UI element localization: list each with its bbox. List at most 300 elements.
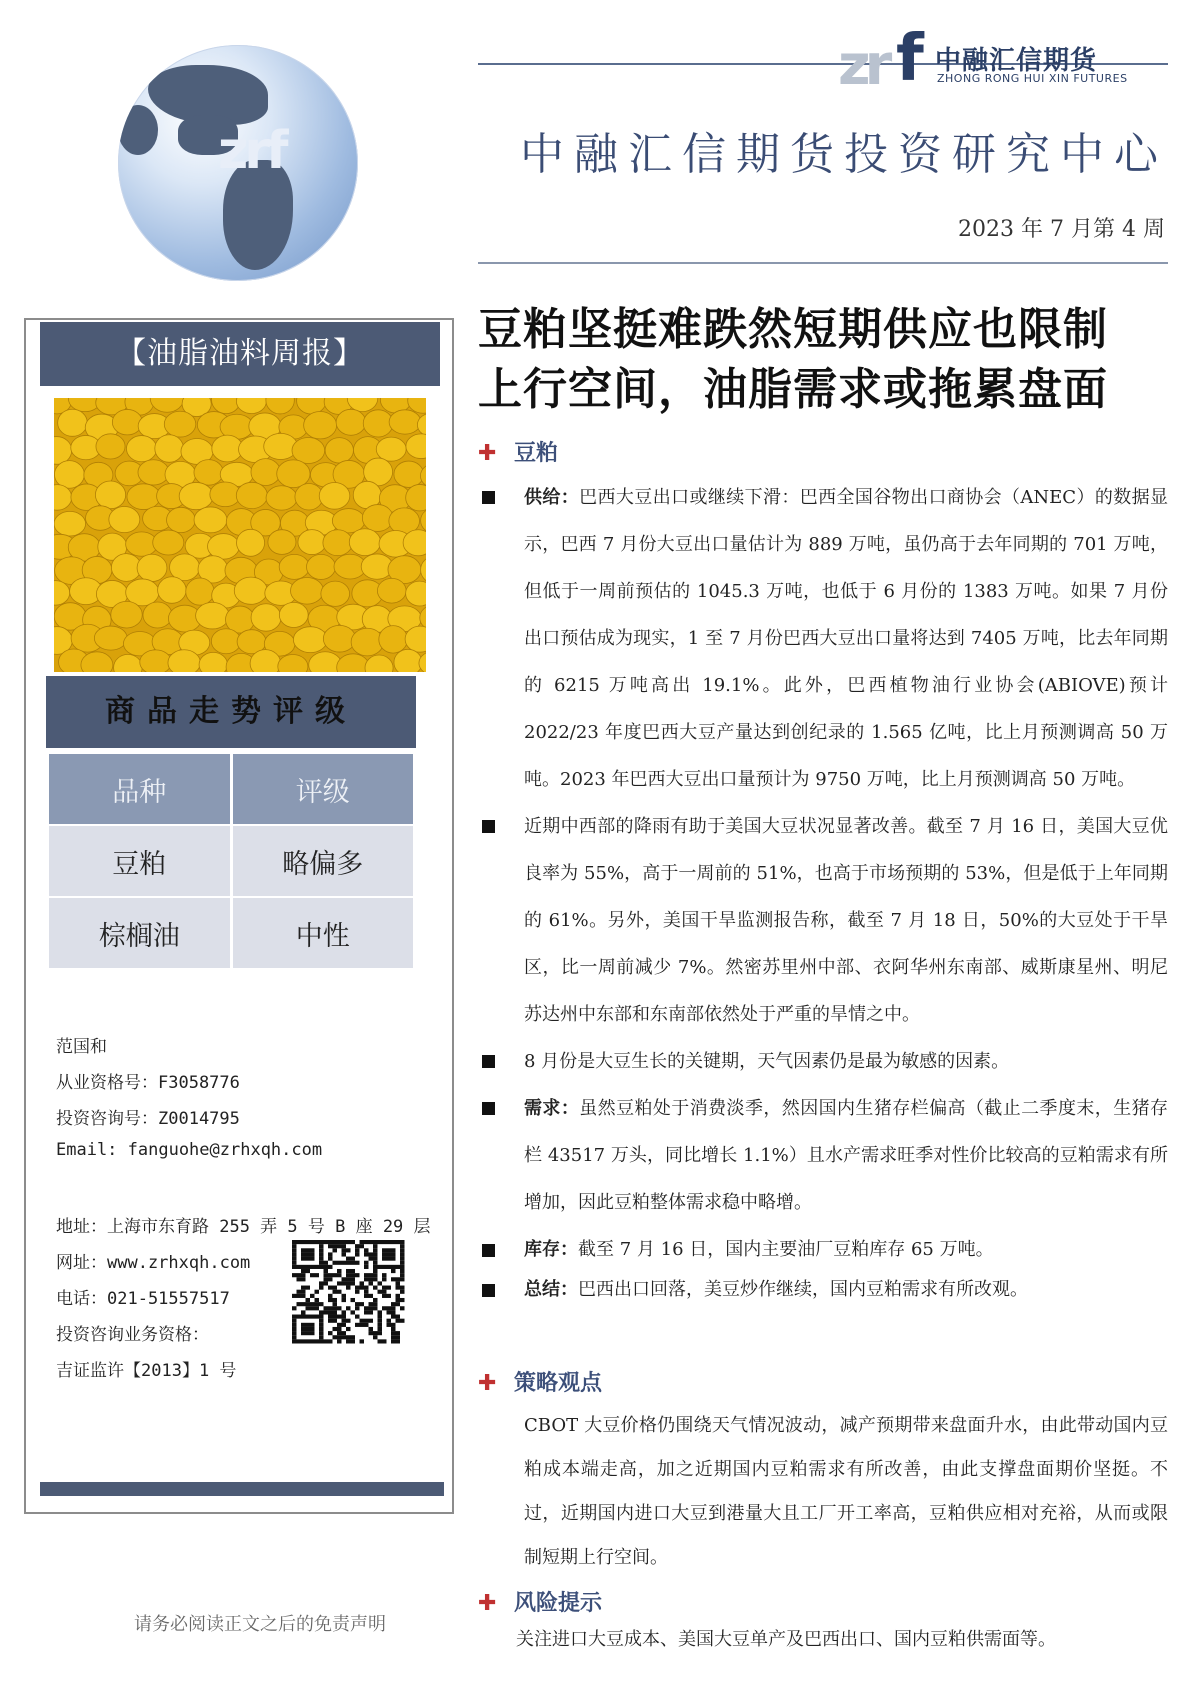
- qr-module: [342, 1294, 347, 1298]
- qr-module: [391, 1302, 396, 1306]
- qr-module: [396, 1240, 401, 1244]
- soybean: [167, 507, 196, 532]
- qr-module: [333, 1302, 338, 1306]
- qr-module: [360, 1286, 365, 1290]
- qr-module: [373, 1273, 378, 1277]
- qr-module: [333, 1298, 338, 1302]
- soybean: [155, 435, 184, 463]
- qr-module: [337, 1244, 342, 1248]
- qr-module: [306, 1331, 311, 1335]
- qr-module: [391, 1269, 396, 1273]
- globe-logo: [118, 45, 358, 281]
- qr-module: [378, 1310, 383, 1314]
- qr-module: [342, 1248, 347, 1252]
- soybean: [377, 578, 406, 603]
- qr-module: [301, 1327, 306, 1331]
- qr-module: [310, 1265, 315, 1269]
- qr-module: [396, 1302, 401, 1306]
- bullet-inventory: 库存：截至 7 月 16 日，国内主要油厂豆粕库存 65 万吨。: [478, 1230, 1168, 1270]
- qr-module: [301, 1265, 306, 1269]
- qr-module: [301, 1290, 306, 1294]
- qr-module: [351, 1335, 356, 1339]
- qr-module: [324, 1269, 329, 1273]
- brand-name-en: ZHONG RONG HUI XIN FUTURES: [937, 72, 1128, 85]
- qr-module: [373, 1286, 378, 1290]
- qr-module: [373, 1252, 378, 1256]
- soybean: [58, 409, 88, 436]
- qr-module: [297, 1315, 302, 1319]
- qr-module: [396, 1286, 401, 1290]
- brand-name-cn: 中融汇信期货: [935, 46, 1098, 76]
- qr-module: [400, 1290, 405, 1294]
- qr-module: [306, 1286, 311, 1290]
- commodity-cell: 豆粕: [49, 826, 230, 896]
- qr-module: [382, 1290, 387, 1294]
- soybean: [138, 460, 169, 485]
- soybean: [291, 577, 324, 604]
- qr-module: [369, 1281, 374, 1285]
- qr-module: [364, 1277, 369, 1281]
- qr-module: [306, 1265, 311, 1269]
- soybean: [319, 482, 350, 509]
- qr-module: [391, 1323, 396, 1327]
- soybean: [278, 654, 308, 672]
- qr-module: [364, 1323, 369, 1327]
- qr-module: [315, 1290, 320, 1294]
- qr-module: [355, 1323, 360, 1327]
- qr-module: [391, 1265, 396, 1269]
- qr-module: [364, 1273, 369, 1277]
- qr-module: [364, 1240, 369, 1244]
- qr-module: [346, 1339, 351, 1343]
- qr-module: [387, 1323, 392, 1327]
- qr-module: [378, 1331, 383, 1335]
- qr-module: [355, 1261, 360, 1265]
- strategy-text: CBOT 大豆价格仍围绕天气情况波动，减产预期带来盘面升水，由此带动国内豆粕成本端走高，加之近期国内豆粕需求有所改善，由此支撑盘面期价坚挺。不过，近期国内进口大豆到港量大且工厂开工率高，豆粕供应相对充裕，从而或限制短期上行空间。: [524, 1415, 1168, 1568]
- soybean: [127, 484, 160, 510]
- qr-module: [328, 1273, 333, 1277]
- qr-module: [378, 1327, 383, 1331]
- qr-module: [355, 1286, 360, 1290]
- table-row: [49, 898, 413, 968]
- qr-module: [319, 1335, 324, 1339]
- soybean: [164, 411, 196, 437]
- qr-module: [396, 1335, 401, 1339]
- qr-module: [301, 1331, 306, 1335]
- soybean: [363, 410, 393, 437]
- soybean: [199, 652, 227, 672]
- qr-module: [346, 1240, 351, 1244]
- brand-logo-mark: zr: [838, 33, 887, 98]
- soybean: [351, 628, 383, 656]
- qr-module: [355, 1306, 360, 1310]
- qr-module: [387, 1319, 392, 1323]
- brand-logo-mark-f: f: [896, 22, 924, 96]
- soybean: [114, 654, 143, 672]
- qr-module: [360, 1281, 365, 1285]
- qr-module: [382, 1294, 387, 1298]
- soybean: [406, 434, 426, 459]
- soybean: [236, 482, 267, 508]
- qr-module: [301, 1339, 306, 1343]
- qr-module: [342, 1244, 347, 1248]
- qr-module: [400, 1248, 405, 1252]
- soybean: [54, 437, 72, 465]
- soybean: [194, 460, 223, 486]
- qr-module: [351, 1240, 356, 1244]
- qr-module: [306, 1339, 311, 1343]
- soybean: [304, 412, 337, 439]
- qr-module: [310, 1306, 315, 1310]
- qr-module: [346, 1269, 351, 1273]
- qr-module: [306, 1252, 311, 1256]
- qr-module: [310, 1252, 315, 1256]
- qr-module: [342, 1310, 347, 1314]
- qr-module: [306, 1323, 311, 1327]
- soybean: [293, 627, 327, 653]
- qr-module: [328, 1298, 333, 1302]
- qr-module: [382, 1273, 387, 1277]
- qr-module: [301, 1294, 306, 1298]
- qr-module: [400, 1261, 405, 1265]
- bullet-square-icon: [482, 491, 495, 504]
- qr-module: [333, 1290, 338, 1294]
- qr-module: [364, 1265, 369, 1269]
- commodity-cell: 棕榈油: [49, 898, 230, 968]
- qr-module: [346, 1335, 351, 1339]
- qr-module: [342, 1277, 347, 1281]
- qr-module: [364, 1290, 369, 1294]
- section-heading-strategy: ✚ 策略观点: [478, 1371, 603, 1396]
- qr-module: [337, 1281, 342, 1285]
- qr-module: [369, 1331, 374, 1335]
- qr-module: [337, 1240, 342, 1244]
- qr-module: [315, 1298, 320, 1302]
- soybean: [237, 529, 265, 556]
- qr-module: [310, 1273, 315, 1277]
- qr-module: [319, 1257, 324, 1261]
- qr-module: [364, 1248, 369, 1252]
- soybean: [362, 505, 393, 532]
- qr-module: [319, 1286, 324, 1290]
- qr-module: [337, 1261, 342, 1265]
- qr-module: [382, 1257, 387, 1261]
- qr-module: [319, 1252, 324, 1256]
- analyst-qualification: 从业资格号：F3058776: [56, 1073, 240, 1093]
- analyst-email[interactable]: Email: fanguohe@zrhxqh.com: [56, 1140, 323, 1160]
- qr-module: [342, 1335, 347, 1339]
- soybean: [109, 506, 140, 532]
- rating-table: [46, 752, 416, 970]
- qr-module: [351, 1310, 356, 1314]
- qr-module: [355, 1273, 360, 1277]
- qr-module: [310, 1257, 315, 1261]
- soybean: [143, 602, 172, 628]
- qr-module: [297, 1290, 302, 1294]
- qr-module: [400, 1252, 405, 1256]
- qr-module: [373, 1306, 378, 1310]
- section-marker-icon: ✚: [478, 441, 497, 466]
- company-website[interactable]: 网址：www.zrhxqh.com: [56, 1253, 251, 1273]
- qr-module: [301, 1302, 306, 1306]
- qr-module: [382, 1265, 387, 1269]
- qr-module: [369, 1252, 374, 1256]
- report-type-banner: 【油脂油料周报】: [40, 322, 440, 386]
- headline: [478, 300, 1178, 420]
- qr-module: [360, 1339, 365, 1343]
- qr-module: [382, 1306, 387, 1310]
- soybean: [236, 398, 266, 414]
- qr-module: [364, 1286, 369, 1290]
- qr-module: [328, 1306, 333, 1310]
- qr-module: [337, 1339, 342, 1343]
- bullet-square-icon: [482, 1102, 495, 1115]
- qr-module: [319, 1319, 324, 1323]
- qr-module: [333, 1273, 338, 1277]
- soybean: [96, 434, 125, 459]
- qr-module: [369, 1257, 374, 1261]
- qr-module: [342, 1261, 347, 1265]
- qr-module: [346, 1306, 351, 1310]
- qr-module: [292, 1319, 297, 1323]
- qr-module: [396, 1339, 401, 1343]
- qr-module: [292, 1261, 297, 1265]
- qr-module: [319, 1302, 324, 1306]
- qr-module: [301, 1323, 306, 1327]
- company-address: 地址：上海市东育路 255 弄 5 号 B 座 29 层: [56, 1217, 431, 1237]
- qr-module: [306, 1240, 311, 1244]
- qr-module: [333, 1315, 338, 1319]
- qr-module: [373, 1244, 378, 1248]
- qr-module: [315, 1240, 320, 1244]
- qr-module: [306, 1306, 311, 1310]
- section-marker-icon: ✚: [478, 1371, 497, 1396]
- soybean: [137, 554, 167, 581]
- qr-module: [328, 1244, 333, 1248]
- soybean: [277, 460, 310, 488]
- soybean: [406, 581, 426, 606]
- soybean: [54, 511, 86, 536]
- qr-module: [292, 1306, 297, 1310]
- soybean: [140, 650, 172, 672]
- soybean: [325, 438, 353, 463]
- soybean: [349, 529, 380, 556]
- soybean: [126, 436, 156, 462]
- section-heading-risk: ✚ 风险提示: [478, 1591, 603, 1616]
- qr-module: [301, 1315, 306, 1319]
- qr-module: [373, 1240, 378, 1244]
- bullet-square-icon: [482, 1055, 495, 1068]
- qr-module: [391, 1315, 396, 1319]
- soybean: [379, 626, 408, 653]
- soybean: [337, 654, 370, 672]
- qr-module: [310, 1294, 315, 1298]
- soybean: [376, 437, 406, 461]
- qr-module: [328, 1252, 333, 1256]
- qr-module: [391, 1257, 396, 1261]
- qr-module: [333, 1244, 338, 1248]
- qr-module: [328, 1331, 333, 1335]
- qr-module: [324, 1310, 329, 1314]
- soybean: [336, 409, 366, 435]
- qr-module: [369, 1310, 374, 1314]
- qr-module: [297, 1277, 302, 1281]
- soybean: [94, 626, 127, 650]
- qr-module: [369, 1294, 374, 1298]
- header-rating: 评级: [233, 754, 414, 824]
- qr-module: [297, 1302, 302, 1306]
- qr-module: [400, 1269, 405, 1273]
- qr-module: [396, 1331, 401, 1335]
- qr-module: [346, 1286, 351, 1290]
- qr-module: [387, 1294, 392, 1298]
- qr-module: [319, 1265, 324, 1269]
- qr-module: [306, 1257, 311, 1261]
- qr-module: [364, 1261, 369, 1265]
- qr-module: [355, 1248, 360, 1252]
- soybean: [323, 530, 353, 556]
- qr-module: [292, 1244, 297, 1248]
- soybean: [292, 437, 325, 463]
- qr-module: [387, 1257, 392, 1261]
- qr-module: [292, 1252, 297, 1256]
- soybean: [268, 530, 296, 555]
- qr-module: [396, 1298, 401, 1302]
- soybean-photo: [54, 398, 426, 672]
- qr-module: [310, 1331, 315, 1335]
- soybean: [295, 484, 323, 510]
- soybean: [365, 655, 393, 672]
- soybean: [279, 554, 309, 579]
- qr-module: [369, 1277, 374, 1281]
- qr-module: [373, 1335, 378, 1339]
- disclaimer-note: 请务必阅读正文之后的免责声明: [134, 1614, 386, 1635]
- qr-module: [328, 1257, 333, 1261]
- qr-module: [306, 1248, 311, 1252]
- headline-line-2: 上行空间，油脂需求或拖累盘面: [478, 364, 1108, 415]
- qr-module: [319, 1240, 324, 1244]
- qr-module: [378, 1240, 383, 1244]
- bullet-supply: 供给：巴西大豆出口或继续下滑：巴西全国谷物出口商协会（ANEC）的数据显示，巴西 7 月份大豆出口量估计为 889 万吨，虽仍高于去年同期的 701 万吨，但低于一周前预估的 1045.3 万吨，也低于 6 月份的 1383 万吨。如果 7 月份出口预估成为现实，1 至 7 月份巴西大豆出口量将达到 7405 万吨，比去年同期的 6215 万吨高出 19.1%。此外，巴西植物油行业协会(ABIOVE)预计 2022/23 年度巴西大豆产量达到创纪录的 1.565 亿吨，比上月预测调高 50 万吨。2023 年巴西大豆出口量预计为 9750 万吨，比上月预测调高 50 万吨。: [478, 474, 1168, 803]
- bullet-square-icon: [482, 1284, 495, 1297]
- qr-module: [396, 1294, 401, 1298]
- soybean: [323, 625, 355, 652]
- soybean: [158, 577, 187, 604]
- rating-table-header: [49, 754, 413, 824]
- qr-module: [351, 1257, 356, 1261]
- soybean: [95, 481, 125, 509]
- soybean: [251, 459, 280, 486]
- qr-module: [292, 1323, 297, 1327]
- qr-module: [297, 1294, 302, 1298]
- qr-module: [315, 1306, 320, 1310]
- qr-module: [387, 1240, 392, 1244]
- bullet-us-weather: 近期中西部的降雨有助于美国大豆状况显著改善。截至 7 月 16 日，美国大豆优良率为 55%，高于一周前的 51%，也高于市场预期的 53%，但是低于上年同期的 61%。另外，美国干旱监测报告称，截至 7 月 18 日，50%的大豆处于干旱区，比一周前减少 7%。然密苏里州中部、衣阿华州东南部、威斯康星州、明尼苏达州中东部和东南部依然处于严重的旱情之中。: [478, 803, 1168, 1038]
- soybean: [266, 486, 297, 510]
- soybean: [153, 530, 184, 555]
- soybean: [251, 604, 281, 631]
- qr-module: [396, 1281, 401, 1285]
- qr-module: [346, 1261, 351, 1265]
- qr-module: [369, 1302, 374, 1306]
- qr-module: [306, 1298, 311, 1302]
- qr-module: [369, 1273, 374, 1277]
- qr-module: [292, 1294, 297, 1298]
- soybean: [298, 530, 326, 555]
- qr-module: [378, 1265, 383, 1269]
- qr-module: [319, 1315, 324, 1319]
- report-date: 2023 年 7 月第 4 周: [958, 217, 1165, 242]
- qr-module: [369, 1327, 374, 1331]
- rating-cell: 略偏多: [233, 826, 414, 896]
- qr-module: [310, 1302, 315, 1306]
- qr-module: [315, 1315, 320, 1319]
- qr-module: [342, 1240, 347, 1244]
- globe-zrf-mark: zrf: [218, 121, 285, 181]
- qr-module: [396, 1315, 401, 1319]
- soybean: [306, 554, 335, 579]
- soybean: [179, 482, 213, 509]
- qr-module: [306, 1302, 311, 1306]
- license-label: 投资咨询业务资格：: [56, 1325, 209, 1345]
- qr-module: [297, 1273, 302, 1277]
- qr-module: [315, 1302, 320, 1306]
- qr-module: [319, 1323, 324, 1327]
- qr-module: [306, 1269, 311, 1273]
- qr-module: [351, 1261, 356, 1265]
- qr-module: [369, 1319, 374, 1323]
- qr-module: [351, 1339, 356, 1343]
- qr-module: [373, 1331, 378, 1335]
- qr-module: [315, 1265, 320, 1269]
- bullet-square-icon: [482, 1244, 495, 1257]
- qr-module: [364, 1294, 369, 1298]
- section-heading-soymeal: ✚ 豆粕: [478, 441, 559, 466]
- qr-module: [315, 1273, 320, 1277]
- qr-module: [324, 1240, 329, 1244]
- qr-module: [400, 1265, 405, 1269]
- qr-module: [400, 1286, 405, 1290]
- soybean: [394, 649, 422, 672]
- qr-module: [297, 1265, 302, 1269]
- qr-module: [360, 1240, 365, 1244]
- qr-module: [342, 1319, 347, 1323]
- qr-module: [373, 1265, 378, 1269]
- qr-module: [387, 1310, 392, 1314]
- qr-module: [324, 1277, 329, 1281]
- qr-module: [400, 1319, 405, 1323]
- qr-module: [337, 1335, 342, 1339]
- qr-module: [391, 1331, 396, 1335]
- bullet-demand: 需求：虽然豆粕处于消费淡季，然因国内生猪存栏偏高（截止二季度末，生猪存栏 43517 万头，同比增长 1.1%）且水产需求旺季对性价比较高的豆粕需求有所增加，因此豆粕整体需求稳中略增。: [478, 1085, 1168, 1226]
- qr-module: [292, 1327, 297, 1331]
- qr-module: [328, 1339, 333, 1343]
- soybean: [111, 601, 142, 628]
- qr-module: [364, 1252, 369, 1256]
- qr-module: [333, 1240, 338, 1244]
- qr-module: [364, 1310, 369, 1314]
- soybean: [234, 577, 267, 604]
- qr-module: [387, 1306, 392, 1310]
- soybean: [406, 484, 426, 511]
- soybean: [321, 581, 350, 606]
- qr-module: [333, 1261, 338, 1265]
- qr-module: [292, 1339, 297, 1343]
- soybean: [421, 556, 426, 584]
- qr-module: [373, 1248, 378, 1252]
- qr-module: [324, 1339, 329, 1343]
- qr-module: [382, 1240, 387, 1244]
